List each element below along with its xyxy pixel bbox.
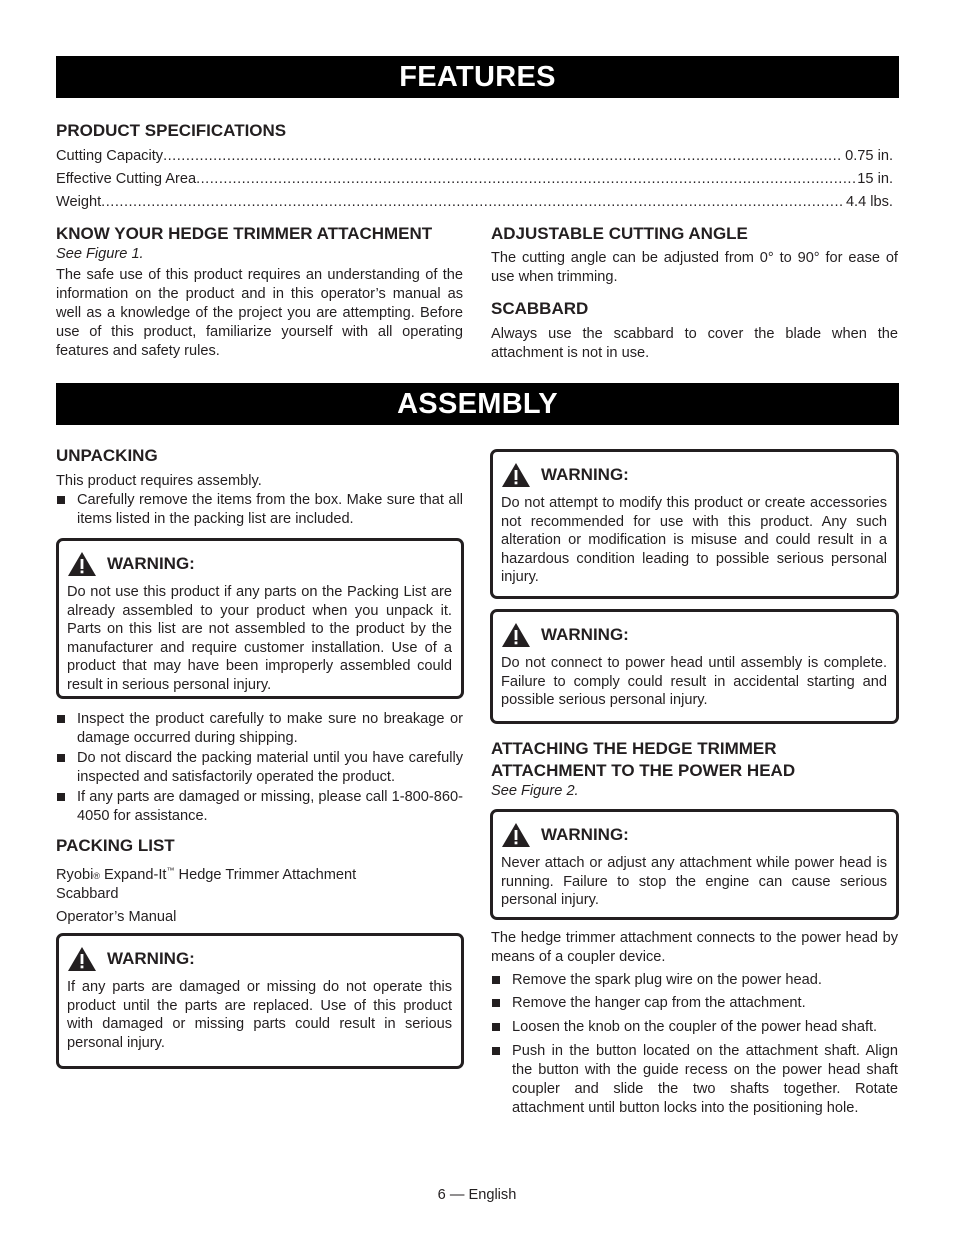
dot-leader — [163, 147, 843, 166]
bullet-square-icon — [492, 976, 500, 984]
bullet-square-icon — [57, 496, 65, 504]
attaching-intro: The hedge trimmer attachment connects to the power head by means of a coupler device. — [491, 930, 898, 965]
warning-label: WARNING: — [541, 625, 629, 644]
assembly-banner: ASSEMBLY — [56, 383, 899, 425]
packing-list-heading: PACKING LIST — [56, 836, 175, 855]
warning-triangle-icon — [67, 946, 97, 972]
bullet-square-icon — [57, 754, 65, 762]
spec-row-effective-cutting-area — [56, 170, 893, 189]
spec-row-cutting-capacity — [56, 147, 893, 166]
warning-box-modify — [490, 449, 899, 599]
packing-item-trimmer-attachment: Ryobi® Expand-It™ Hedge Trimmer Attachment — [56, 866, 357, 883]
bullet-square-icon — [57, 793, 65, 801]
warning-box-engine-running — [490, 809, 899, 920]
warning-triangle-icon — [501, 822, 531, 848]
warning-text: If any parts are damaged or missing do not operate this product until the parts are replaced. Use of this product with damaged or missing parts could result in serious personal injury. — [67, 979, 452, 1051]
warning-text: Do not use this product if any parts on the Packing List are already assembled to your product when you unpack it. Parts on this list are not assembled to the product by the manufacturer and require customer installation. Use of a product that may have been improperly assembled could result in serious personal injury. — [67, 584, 452, 693]
see-figure-1: See Figure 1. — [56, 246, 144, 262]
spec-label: Cutting Capacity — [56, 148, 164, 164]
see-figure-2: See Figure 2. — [491, 783, 579, 799]
dot-leader — [196, 170, 855, 189]
dot-leader — [101, 193, 844, 212]
bullet-square-icon — [492, 1023, 500, 1031]
warning-box-power-head — [490, 609, 899, 724]
list-item: Carefully remove the items from the box. Make sure that all items listed in the packing list are included. — [56, 491, 463, 529]
spec-value: 0.75 in. — [845, 148, 893, 164]
warning-triangle-icon — [501, 462, 531, 488]
attaching-steps — [491, 971, 898, 1119]
list-item: If any parts are damaged or missing, please call 1-800-860-4050 for assistance. — [56, 788, 463, 826]
packing-item-operators-manual: Operator’s Manual — [56, 909, 177, 925]
list-item: Do not discard the packing material until you have carefully inspected and satisfactorily operated the product. — [56, 749, 463, 787]
page-footer: 6 — English — [437, 1187, 517, 1203]
spec-value: 15 in. — [857, 171, 893, 187]
features-banner: FEATURES — [56, 56, 899, 98]
attaching-heading: ATTACHING THE HEDGE TRIMMER ATTACHMENT TO THE POWER HEAD — [491, 739, 796, 780]
spec-label: Effective Cutting Area — [56, 171, 197, 187]
warning-box-damaged-parts — [56, 933, 464, 1069]
warning-text: Do not attempt to modify this product or create accessories not recommended for use with this product. Any such alteration or modification is misuse and could result in a hazardous condition leading to possible serious personal injury. — [501, 495, 887, 585]
list-item: Remove the hanger cap from the attachment. — [491, 994, 898, 1013]
know-your-attachment-text: The safe use of this product requires an understanding of the information on the product and in this operator’s manual as well as a knowledge of the project you are attempting. Before use of this product, familiarize yourself with all operating features and safety rules. — [56, 267, 463, 359]
bullet-square-icon — [492, 999, 500, 1007]
bullet-square-icon — [492, 1047, 500, 1055]
unpacking-heading: UNPACKING — [56, 446, 158, 465]
packing-list — [56, 861, 356, 932]
warning-text: Do not connect to power head until assembly is complete. Failure to comply could result in accidental starting and possible serious personal injury. — [501, 655, 887, 708]
unpacking-list-1 — [56, 491, 463, 530]
spec-row-weight — [56, 193, 893, 212]
bullet-square-icon — [57, 715, 65, 723]
warning-label: WARNING: — [541, 825, 629, 844]
warning-label: WARNING: — [107, 554, 195, 573]
warning-text: Never attach or adjust any attachment while power head is running. Failure to stop the engine can cause serious personal injury. — [501, 855, 887, 908]
adjustable-cutting-angle-heading: ADJUSTABLE CUTTING ANGLE — [491, 224, 748, 243]
spec-value: 4.4 lbs. — [845, 194, 893, 210]
list-item: Remove the spark plug wire on the power head. — [491, 971, 898, 990]
unpacking-list-2 — [56, 710, 463, 827]
list-item: Push in the button located on the attachment shaft. Align the button with the guide recess on the power head shaft coupler and slide the two shafts together. Rotate attachment until button locks into the positioning hole. — [491, 1042, 898, 1118]
scabbard-heading: SCABBARD — [491, 299, 589, 318]
warning-triangle-icon — [67, 551, 97, 577]
know-your-attachment-heading: KNOW YOUR HEDGE TRIMMER ATTACHMENT — [56, 224, 433, 243]
unpacking-intro: This product requires assembly. — [56, 473, 262, 489]
warning-label: WARNING: — [541, 465, 629, 484]
product-specifications-heading: PRODUCT SPECIFICATIONS — [56, 121, 287, 140]
list-item: Loosen the knob on the coupler of the power head shaft. — [491, 1018, 898, 1037]
warning-box-packing-list — [56, 538, 464, 699]
spec-label: Weight — [56, 194, 102, 210]
warning-label: WARNING: — [107, 949, 195, 968]
warning-triangle-icon — [501, 622, 531, 648]
adjustable-cutting-angle-text: The cutting angle can be adjusted from 0° to 90° for ease of use when trimming. — [491, 250, 898, 285]
packing-item-scabbard: Scabbard — [56, 885, 119, 902]
list-item: Inspect the product carefully to make sure no breakage or damage occurred during shipping. — [56, 710, 463, 748]
scabbard-text: Always use the scabbard to cover the blade when the attachment is not in use. — [491, 326, 898, 361]
